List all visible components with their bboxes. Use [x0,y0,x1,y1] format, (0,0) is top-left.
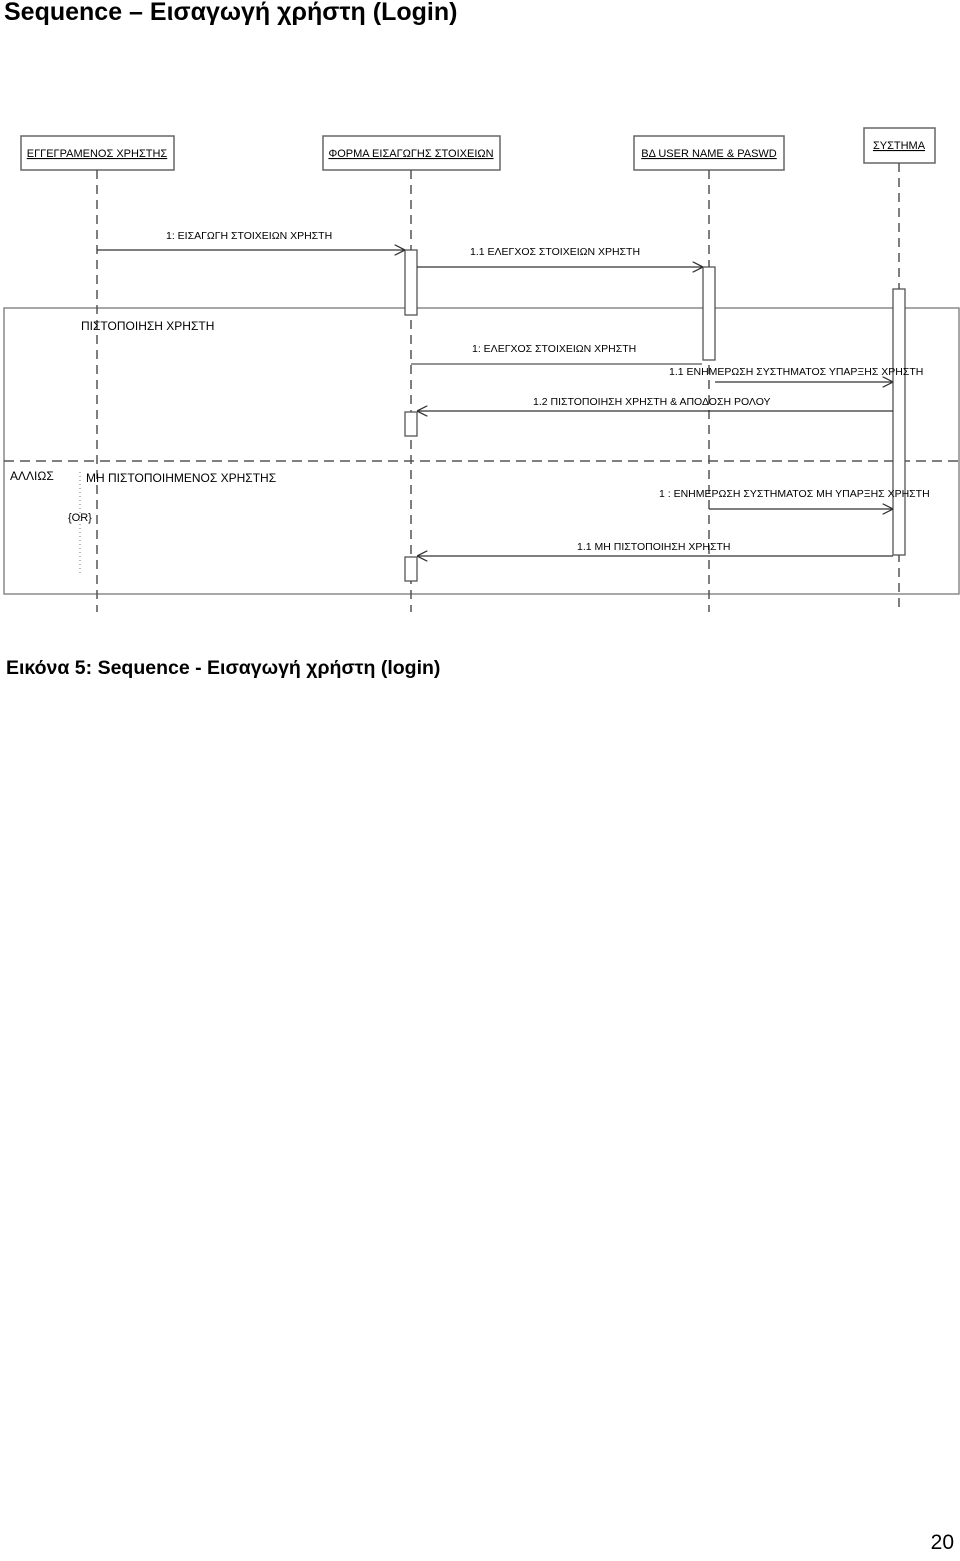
fragment-auth-label: ΠΙΣΤΟΠΟΙΗΣΗ ΧΡΗΣΤΗ [81,319,215,333]
message-label-3: 1: ΕΛΕΓΧΟΣ ΣΤΟΙΧΕΙΩΝ ΧΡΗΣΤΗ [472,343,637,355]
activation-db-1 [703,267,715,360]
message-label-7: 1.1 ΜΗ ΠΙΣΤΟΠΟΙΗΣΗ ΧΡΗΣΤΗ [577,541,731,553]
message-label-1: 1: ΕΙΣΑΓΩΓΗ ΣΤΟΙΧΕΙΩΝ ΧΡΗΣΤΗ [166,230,333,242]
participant-db [634,136,784,170]
participant-db-label: ΒΔ USER NAME & PASWD [641,148,777,160]
message-label-2: 1.1 ΕΛΕΓΧΟΣ ΣΤΟΙΧΕΙΩΝ ΧΡΗΣΤΗ [470,246,641,258]
message-label-5: 1.2 ΠΙΣΤΟΠΟΙΗΣΗ ΧΡΗΣΤΗ & ΑΠΟΔΟΣΗ ΡΟΛΟΥ [533,396,771,408]
activation-form-1 [405,250,417,315]
figure-caption: Εικόνα 5: Sequence - Εισαγωγή χρήστη (login) [6,657,441,679]
participant-system [864,128,935,163]
activation-form-3 [405,557,417,581]
fragment-unauth-label: ΜΗ ΠΙΣΤΟΠΟΙΗΜΕΝΟΣ ΧΡΗΣΤΗΣ [86,471,277,485]
participant-form [323,136,500,170]
participant-system-label: ΣΥΣΤΗΜΑ [872,140,926,152]
message-label-4: 1.1 ΕΝΗΜΕΡΩΣΗ ΣΥΣΤΗΜΑΤΟΣ ΥΠΑΡΞΗΣ ΧΡΗΣΤΗ [669,366,924,378]
participant-user [21,136,174,170]
page-title: Sequence – Εισαγωγή χρήστη (Login) [4,0,458,26]
participant-form-label: ΦΟΡΜΑ ΕΙΣΑΓΩΓΗΣ ΣΤΟΙΧΕΙΩΝ [328,148,494,160]
activation-form-2 [405,412,417,436]
or-constraint-label: {OR} [68,512,92,524]
activation-system [893,289,905,555]
message-label-6: 1 : ΕΝΗΜΕΡΩΣΗ ΣΥΣΤΗΜΑΤΟΣ ΜΗ ΥΠΑΡΞΗΣ ΧΡΗΣΤΗ [659,488,930,500]
fragment-else-label: ΑΛΛΙΩΣ [10,469,54,483]
sequence-diagram [0,120,960,620]
participant-user-label: ΕΓΓΕΓΡΑΜΕΝΟΣ ΧΡΗΣΤΗΣ [26,148,168,160]
page-number: 20 [930,1531,954,1554]
